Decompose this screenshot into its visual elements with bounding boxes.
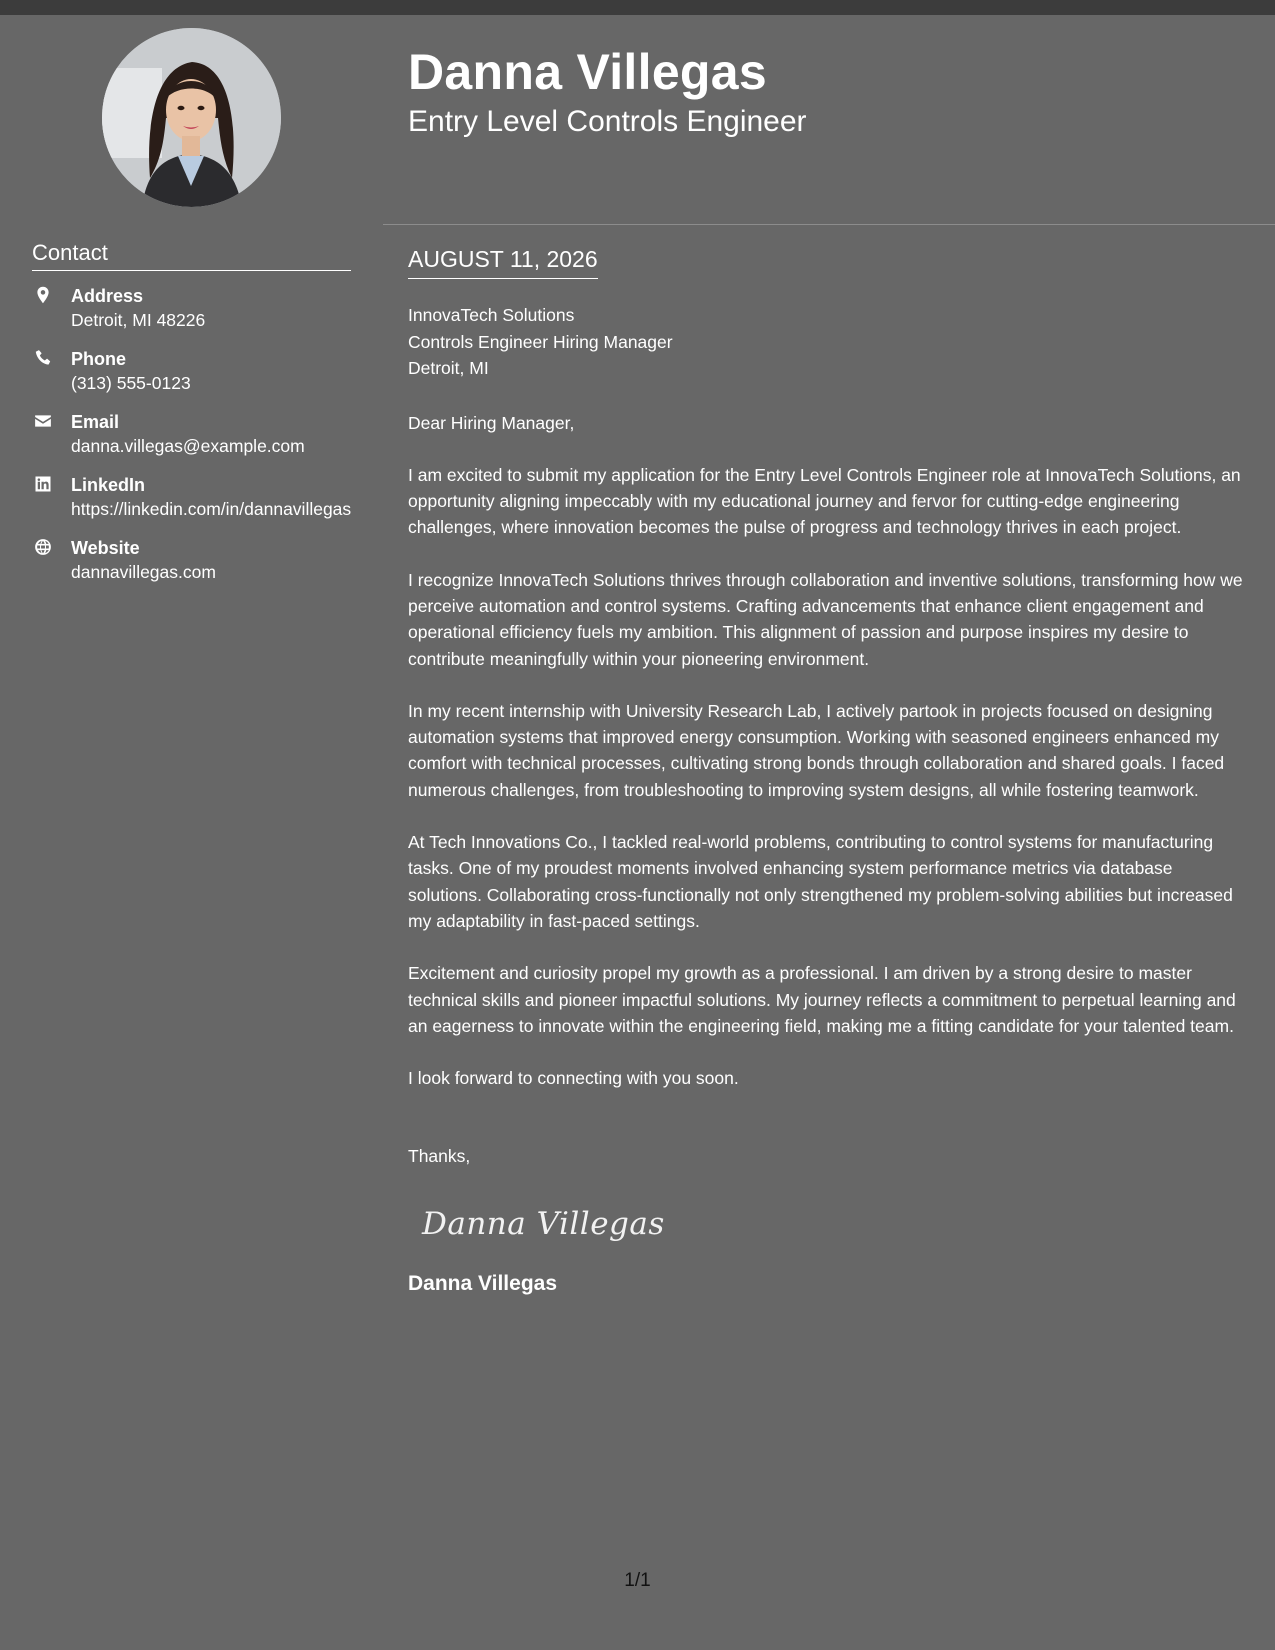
globe-icon — [34, 538, 52, 556]
envelope-icon — [34, 412, 52, 430]
avatar — [102, 28, 281, 207]
contact-email — [32, 410, 352, 458]
contact-value: danna.villegas@example.com — [71, 436, 305, 456]
paragraph: At Tech Innovations Co., I tackled real-world problems, contributing to control systems for manufacturing tasks. One of my proudest moments involved enhancing system performance metrics via database solutions. Collaborating cross-functionally not only strengthened my problem-solving abilities but increased my adaptability in fast-paced settings. — [408, 832, 1233, 931]
contact-heading: Contact — [32, 240, 351, 271]
recipient-location: Detroit, MI — [408, 358, 489, 378]
map-pin-icon — [34, 286, 52, 304]
contact-label: Address — [71, 286, 144, 306]
contact-label: Phone — [71, 349, 127, 369]
recipient-role: Controls Engineer Hiring Manager — [408, 331, 673, 352]
recipient-block — [408, 302, 1243, 382]
paragraph: I am excited to submit my application for the Entry Level Controls Engineer role at InnovaTech Solutions, an opportunity aligning impeccably with my educational journey and fervor for cutting-edge engineering challenges, where innovation becomes the pulse of progress and technology thrives in each project. — [408, 464, 1241, 538]
contact-list — [32, 284, 352, 599]
page-title: Danna Villegas — [408, 44, 767, 100]
recipient-company: InnovaTech Solutions — [408, 305, 575, 325]
paragraph: Excitement and curiosity propel my growth as a professional. I am driven by a strong desire to master technical skills and pioneer impactful solutions. My journey reflects a commitment to perpetual learning and an eagerness to innovate within the engineering field, making me a fitting candidate for your talented team. — [408, 963, 1236, 1036]
paragraph: In my recent internship with University Research Lab, I actively partook in projects focused on designing automation systems that improved energy consumption. Working with seasoned engineers enhanced my comfort with technical processes, cultivating strong bonds through collaboration and shared goals. I faced numerous challenges, from troubleshooting to improving system designs, all while fostering teamwork. — [408, 700, 1225, 800]
contact-value: Detroit, MI 48226 — [71, 310, 206, 330]
contact-address — [32, 284, 352, 332]
contact-label: Website — [71, 538, 140, 558]
letter-date: AUGUST 11, 2026 — [408, 244, 598, 279]
paragraph: I recognize InnovaTech Solutions thrives through collaboration and inventive solutions, transforming how we perceive automation and control systems. Crafting advancements that enhance client engagement and operational efficiency fuels my ambition. This alignment of passion and purpose inspires my desire to contribute meaningfully within your pioneering environment. — [408, 569, 1243, 669]
signature: Danna Villegas — [422, 1205, 665, 1242]
contact-value[interactable]: dannavillegas.com — [71, 562, 216, 582]
signed-name: Danna Villegas — [408, 1271, 558, 1295]
paragraph: I look forward to connecting with you soon. — [408, 1068, 739, 1089]
salutation: Dear Hiring Manager, — [408, 412, 575, 433]
letter-body — [408, 302, 1243, 1298]
avatar-photo — [102, 28, 281, 207]
contact-phone — [32, 347, 352, 395]
contact-value[interactable]: https://linkedin.com/in/dannavillegas — [71, 499, 352, 519]
top-bar — [0, 0, 1275, 15]
contact-linkedin — [32, 473, 352, 521]
phone-icon — [34, 349, 52, 367]
linkedin-icon — [34, 475, 52, 493]
contact-value: (313) 555-0123 — [71, 373, 191, 393]
contact-label: LinkedIn — [71, 475, 146, 495]
header-divider — [383, 224, 1275, 225]
contact-label: Email — [71, 412, 120, 432]
closing: Thanks, — [408, 1146, 471, 1167]
page-number: 1/1 — [624, 1570, 651, 1591]
job-title: Entry Level Controls Engineer — [408, 105, 807, 138]
contact-website — [32, 536, 352, 584]
